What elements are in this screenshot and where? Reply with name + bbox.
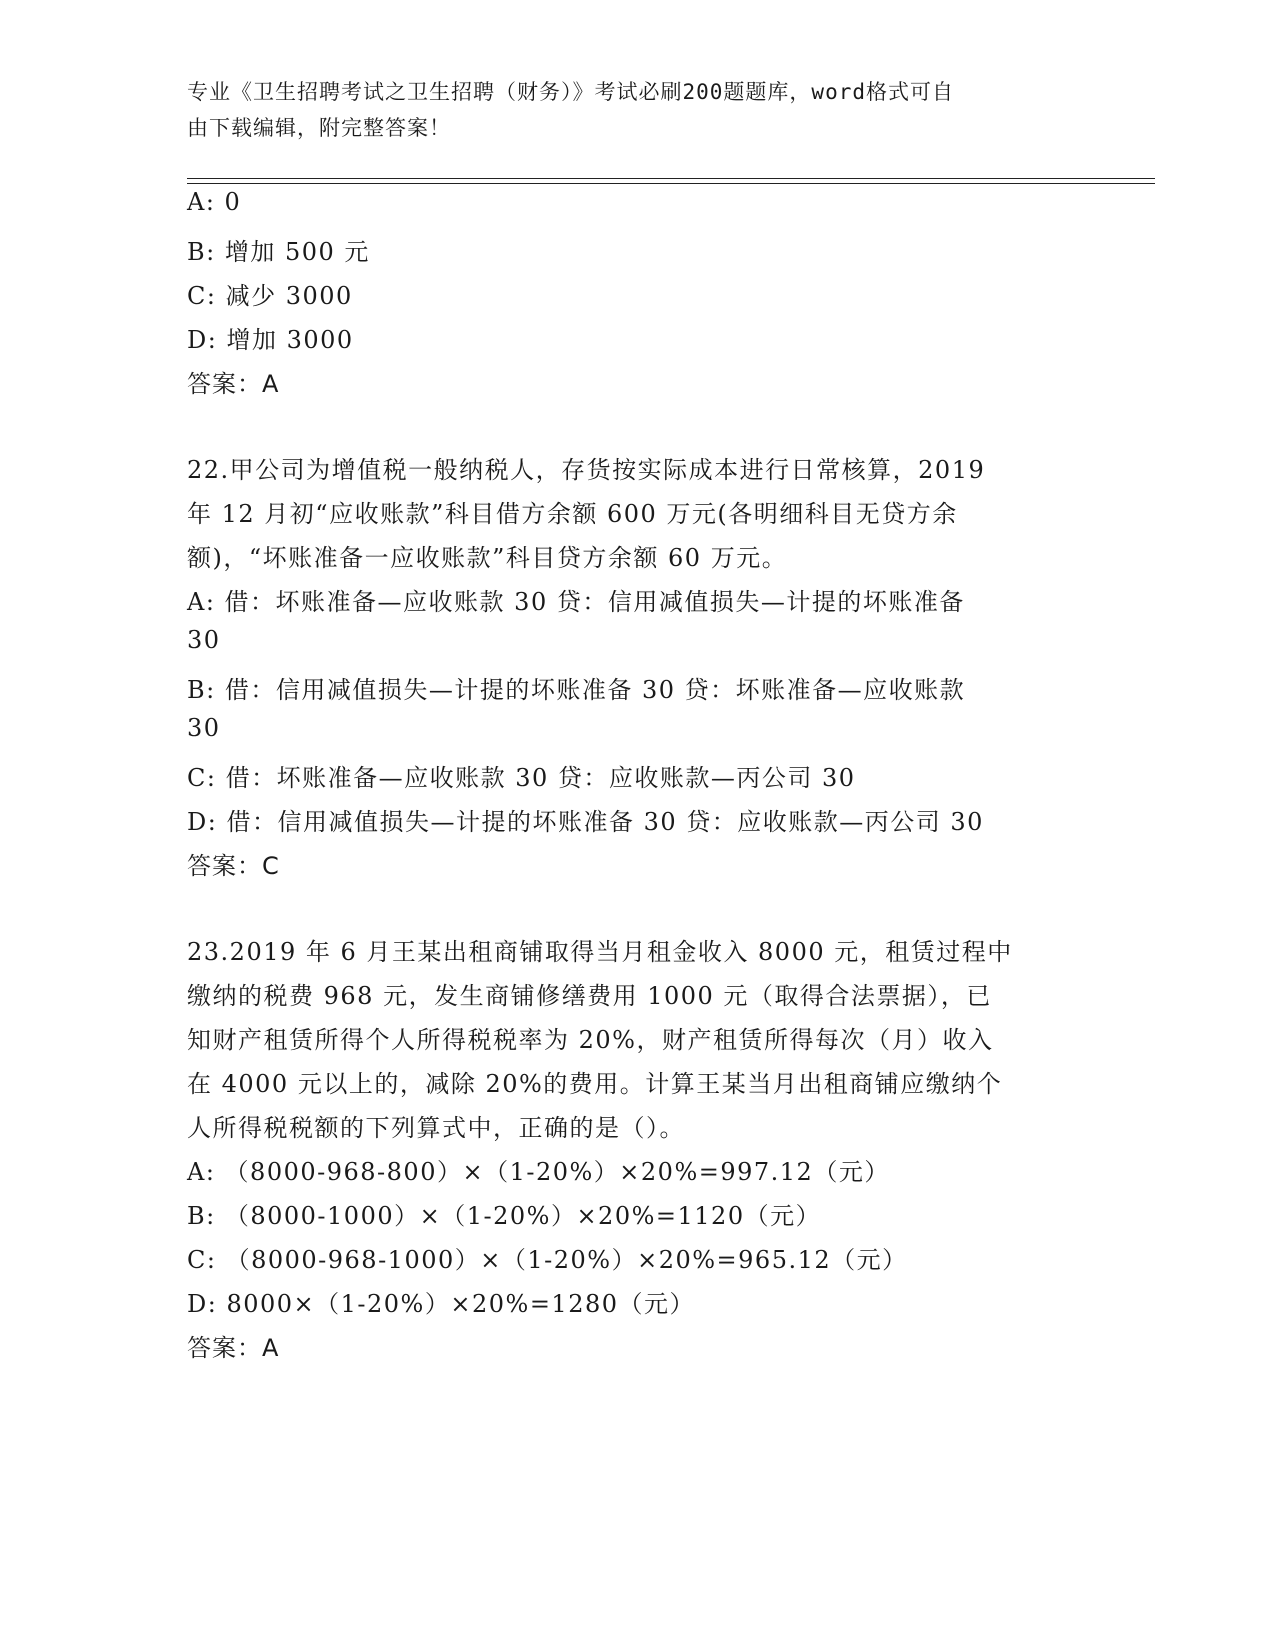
- header-line-2: 由下载编辑，附完整答案！: [187, 116, 451, 140]
- q21-answer: 答案：A: [187, 370, 280, 398]
- q23-option-d: D: 8000×（1-20%）×20%=1280（元）: [187, 1290, 696, 1318]
- q22-option-b: B: 借：信用减值损失—计提的坏账准备 30 贷：坏账准备—应收账款: [187, 676, 966, 704]
- q22-stem-line-1: 22.甲公司为增值税一般纳税人，存货按实际成本进行日常核算，2019: [187, 456, 986, 484]
- q23-stem-line-4: 在 4000 元以上的，减除 20%的费用。计算王某当月出租商铺应缴纳个: [187, 1070, 1003, 1098]
- q22-option-a-cont: 30: [187, 626, 221, 654]
- q23-option-a: A: （8000-968-800）×（1-20%）×20%=997.12（元）: [187, 1158, 890, 1186]
- q23-answer: 答案：A: [187, 1334, 280, 1362]
- q22-answer: 答案：C: [187, 852, 280, 880]
- q22-option-d: D: 借：信用减值损失—计提的坏账准备 30 贷：应收账款—丙公司 30: [187, 808, 984, 836]
- header-line-1: 专业《卫生招聘考试之卫生招聘（财务）》考试必刷200题题库，word格式可自: [187, 80, 954, 104]
- header-divider-top: [187, 178, 1155, 179]
- q23-stem-line-5: 人所得税税额的下列算式中，正确的是（）。: [187, 1114, 685, 1142]
- q23-stem-line-3: 知财产租赁所得个人所得税税率为 20%，财产租赁所得每次（月）收入: [187, 1026, 994, 1054]
- q21-option-a: A: 0: [187, 188, 242, 216]
- q22-option-c: C: 借：坏账准备—应收账款 30 贷：应收账款—丙公司 30: [187, 764, 856, 792]
- q23-option-b: B: （8000-1000）×（1-20%）×20%=1120（元）: [187, 1202, 822, 1230]
- q22-stem-line-3: 额)，“坏账准备一应收账款”科目贷方余额 60 万元。: [187, 544, 788, 572]
- q23-stem-line-1: 23.2019 年 6 月王某出租商铺取得当月租金收入 8000 元，租赁过程中: [187, 938, 1013, 966]
- q23-stem-line-2: 缴纳的税费 968 元，发生商铺修缮费用 1000 元（取得合法票据），已: [187, 982, 992, 1010]
- q21-option-b: B: 增加 500 元: [187, 238, 370, 266]
- document-header: [187, 74, 1087, 146]
- q22-stem-line-2: 年 12 月初“应收账款”科目借方余额 600 万元(各明细科目无贷方余: [187, 500, 958, 528]
- q22-option-a: A: 借：坏账准备—应收账款 30 贷：信用减值损失—计提的坏账准备: [187, 588, 965, 616]
- header-divider-bottom: [187, 183, 1155, 184]
- q21-option-c: C: 减少 3000: [187, 282, 353, 310]
- q22-option-b-cont: 30: [187, 714, 221, 742]
- q21-option-d: D: 增加 3000: [187, 326, 354, 354]
- q23-option-c: C: （8000-968-1000）×（1-20%）×20%=965.12（元）: [187, 1246, 908, 1274]
